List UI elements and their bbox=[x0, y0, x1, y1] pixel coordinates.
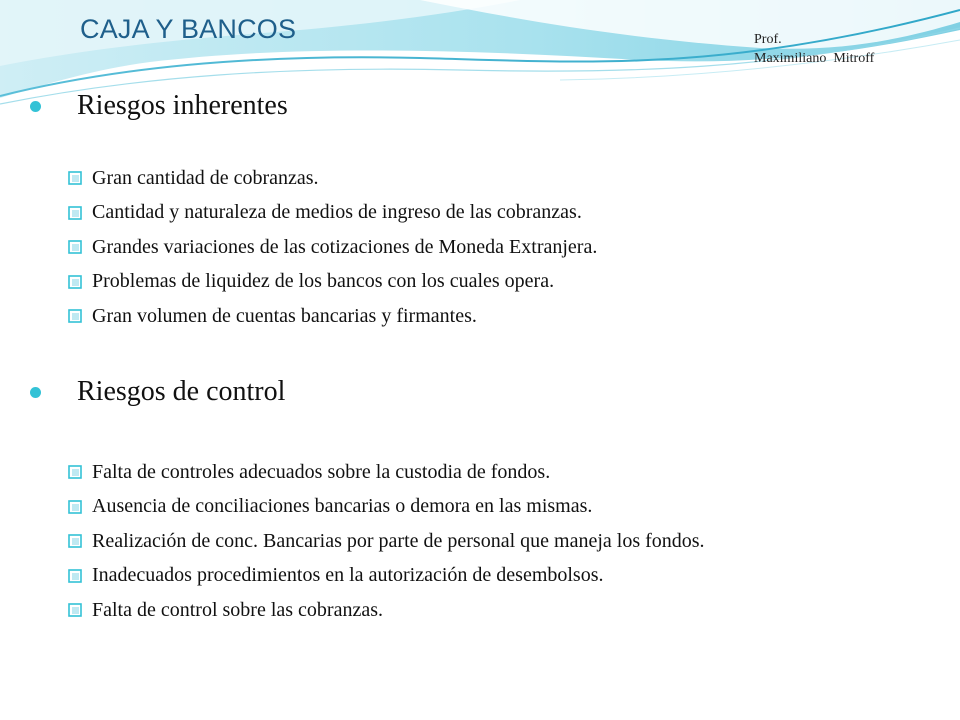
checkbox-bullet-icon bbox=[68, 240, 82, 254]
checkbox-bullet-icon bbox=[68, 206, 82, 220]
list-item-text: Falta de controles adecuados sobre la custodia de fondos. bbox=[92, 460, 551, 483]
list-item bbox=[68, 230, 597, 265]
list-item-text: Gran cantidad de cobranzas. bbox=[92, 166, 319, 189]
list-item-text: Grandes variaciones de las cotizaciones de Moneda Extranjera. bbox=[92, 235, 598, 258]
slide-title: CAJA Y BANCOS bbox=[80, 14, 297, 44]
section-heading-control-risks bbox=[30, 375, 285, 409]
checkbox-bullet-icon bbox=[68, 500, 82, 514]
checkbox-bullet-icon bbox=[68, 275, 82, 289]
list-item bbox=[68, 196, 597, 231]
list-item-text: Inadecuados procedimientos en la autorización de desembolsos. bbox=[92, 564, 604, 587]
checkbox-bullet-icon bbox=[68, 309, 82, 323]
list-item bbox=[68, 559, 705, 594]
list-item-text: Cantidad y naturaleza de medios de ingreso de las cobranzas. bbox=[92, 201, 582, 224]
author-block bbox=[754, 30, 874, 68]
checkbox-bullet-icon bbox=[68, 171, 82, 185]
section-title: Riesgos de control bbox=[77, 376, 286, 407]
list-item bbox=[68, 299, 597, 334]
list-item bbox=[68, 490, 705, 525]
list-item bbox=[68, 593, 705, 628]
list-item-text: Gran volumen de cuentas bancarias y firmantes. bbox=[92, 304, 477, 327]
list-item bbox=[68, 265, 597, 300]
bullet-dot-icon bbox=[30, 387, 41, 398]
section-title: Riesgos inherentes bbox=[77, 90, 288, 121]
checkbox-bullet-icon bbox=[68, 465, 82, 479]
list-item bbox=[68, 524, 705, 559]
control-risks-list bbox=[68, 455, 705, 628]
list-item-text: Problemas de liquidez de los bancos con los cuales opera. bbox=[92, 270, 555, 293]
checkbox-bullet-icon bbox=[68, 569, 82, 583]
list-item bbox=[68, 161, 597, 196]
inherent-risks-list bbox=[68, 161, 597, 334]
bullet-dot-icon bbox=[30, 101, 41, 112]
checkbox-bullet-icon bbox=[68, 534, 82, 548]
list-item-text: Realización de conc. Bancarias por parte de personal que maneja los fondos. bbox=[92, 529, 705, 552]
list-item-text: Ausencia de conciliaciones bancarias o demora en las mismas. bbox=[92, 495, 593, 518]
author-prefix: Prof. bbox=[754, 32, 782, 47]
section-heading-inherent-risks bbox=[30, 89, 288, 123]
author-name: Maximiliano Mitroff bbox=[754, 51, 875, 66]
list-item-text: Falta de control sobre las cobranzas. bbox=[92, 598, 384, 621]
list-item bbox=[68, 455, 705, 490]
checkbox-bullet-icon bbox=[68, 603, 82, 617]
